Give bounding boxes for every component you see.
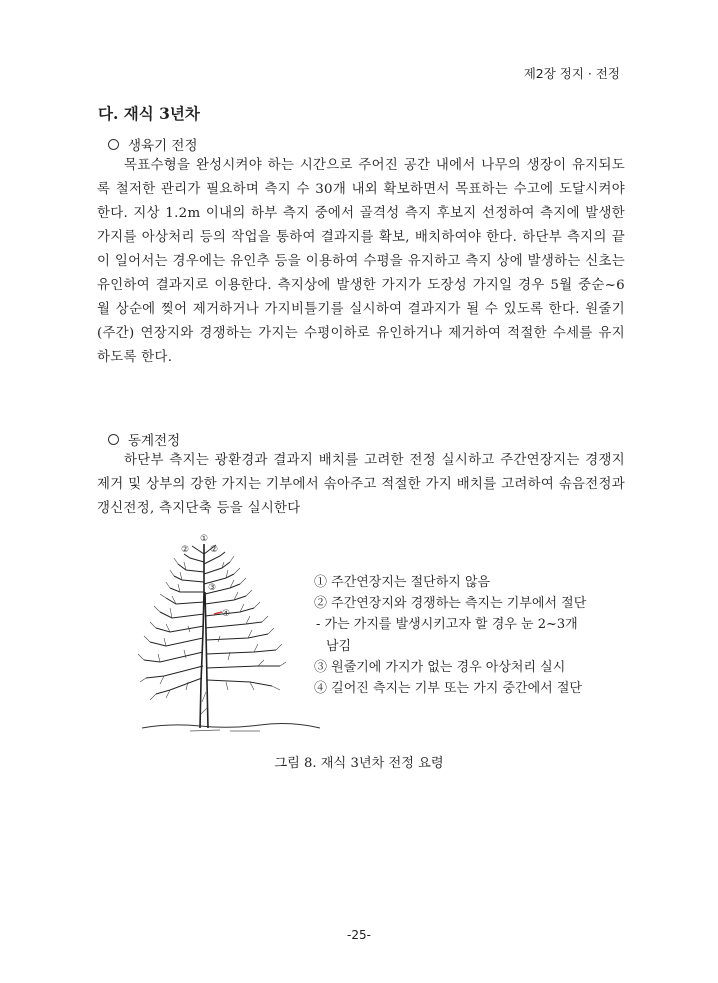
marker-3: ③ xyxy=(208,583,217,593)
legend-item-2-note: - 가는 가지를 발생시키고자 할 경우 눈 2~3개 xyxy=(316,617,578,633)
marker-1: ① xyxy=(200,534,209,544)
legend-item-1: ① 주간연장지는 절단하지 않음 xyxy=(314,575,491,590)
page-number: -25- xyxy=(347,928,371,942)
paragraph-winter-pruning: 하단부 측지는 광환경과 결과지 배치를 고려한 전정 실시하고 주간연장지는 경쟁지 제거 및 상부의 강한 가지는 기부에서 솎아주고 적절한 가지 배치를 고려하여 솎음전정과 갱신전정, 측지단축 등을 실시한다 xyxy=(97,453,625,516)
subheading-text: 생육기 전정 xyxy=(128,138,198,154)
tree-pruning-figure xyxy=(130,532,330,742)
legend-item-4: ④ 길어진 측지는 기부 또는 가지 중간에서 절단 xyxy=(314,681,582,697)
marker-4: ④ xyxy=(222,609,231,619)
circle-bullet-icon xyxy=(108,139,119,150)
section-title: 다. 재식 3년차 xyxy=(98,104,200,123)
subheading-growth-pruning xyxy=(108,134,198,154)
legend-item-3: ③ 원줄기에 가지가 없는 경우 아상처리 실시 xyxy=(314,659,566,675)
chapter-header: 제2장 정지 · 전정 xyxy=(523,66,620,81)
legend-item-2: ② 주간연장지와 경쟁하는 측지는 기부에서 절단 xyxy=(314,596,587,612)
figure-legend xyxy=(314,572,586,699)
subheading-text: 동계전정 xyxy=(128,433,181,449)
marker-2-left: ② xyxy=(181,545,190,555)
subheading-winter-pruning xyxy=(108,429,180,449)
marker-2-right: ② xyxy=(210,545,219,555)
tree-illustration xyxy=(130,532,330,742)
figure-caption: 그림 8. 재식 3년차 전정 요령 xyxy=(274,756,444,771)
legend-item-2-note-cont: 남김 xyxy=(326,638,352,654)
circle-bullet-icon xyxy=(108,434,119,445)
paragraph-growth-pruning: 목표수형을 완성시켜야 하는 시간으로 주어진 공간 내에서 나무의 생장이 유지되도록 철저한 관리가 필요하며 측지 수 30개 내외 확보하면서 목표하는 수고에 도달시켜야 한다. 지상 1.2m 이내의 하부 측지 중에서 골격성 측지 후보지 선정하여 측지에 발생한 가지를 아상처리 등의 작업을 통하여 결과지를 확보, 배치하여야 한다. 하단부 측지의 끝이 일어서는 경우에는 유인추 등을 이용하여 수평을 유지하고 측지 상에 발생하는 신초는 유인하여 결과지로 이용한다. 측지상에 발생한 가지가 도장성 가지일 경우 5월 중순~6월 상순에 찢어 제거하거나 가지비틀기를 실시하여 결과지가 될 수 있도록 한다. 원줄기(주간) 연장지와 경쟁하는 가지는 수평이하로 유인하거나 제거하여 적절한 수세를 유지하도록 한다. xyxy=(97,158,625,365)
